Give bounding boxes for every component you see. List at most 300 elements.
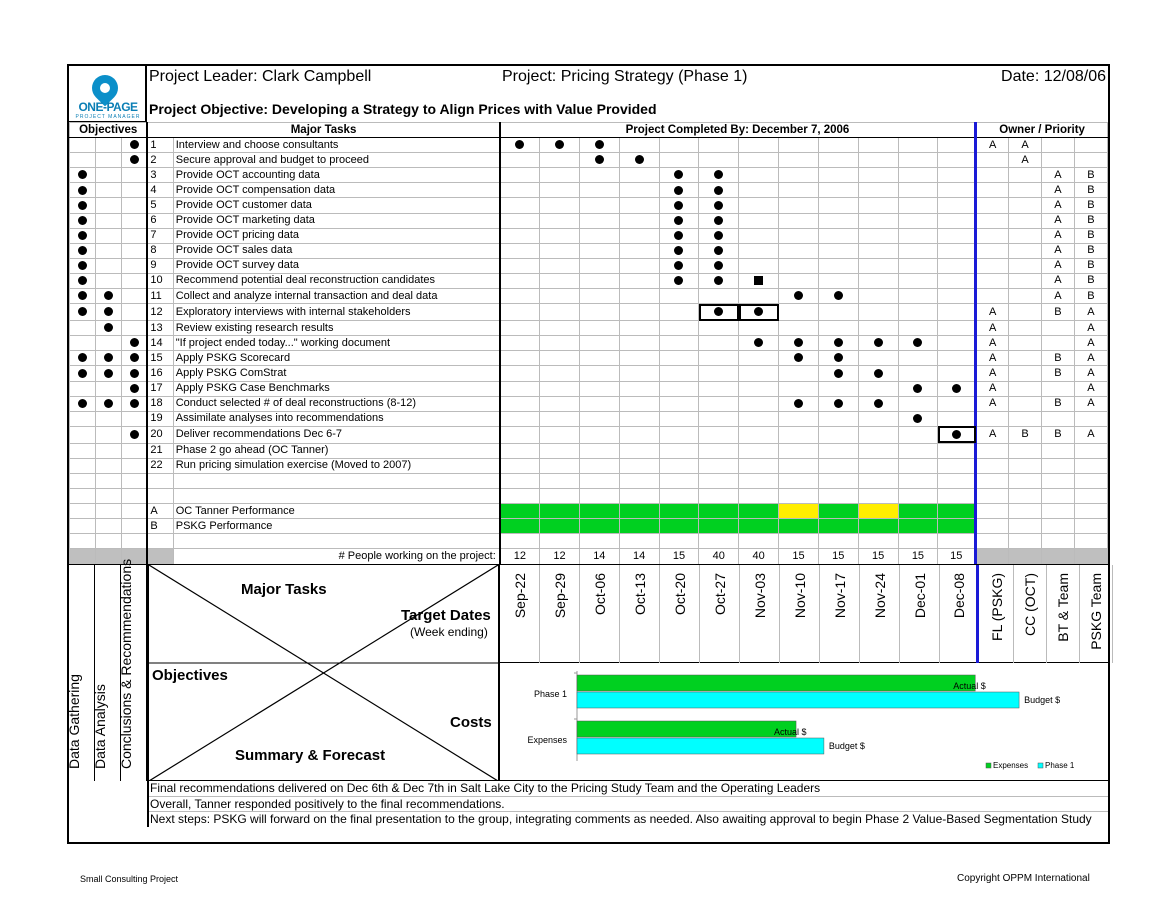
owner-priority-cell [976, 153, 1009, 168]
week-mark-cell [898, 366, 938, 381]
task-name: Apply PSKG Case Benchmarks [173, 381, 500, 396]
objective-mark-cell [70, 153, 96, 168]
week-mark-cell [779, 366, 819, 381]
bullet-dot-icon [834, 353, 843, 362]
week-mark-cell [858, 381, 898, 396]
week-mark-cell [619, 168, 659, 183]
week-mark-cell [779, 458, 819, 473]
objective-data-analysis: Data Analysis [95, 565, 121, 781]
performance-name: OC Tanner Performance [173, 504, 500, 519]
objective-mark-cell [70, 304, 96, 321]
performance-status-cell [659, 504, 699, 519]
chart-data-label: Budget $ [1024, 695, 1061, 705]
week-mark-cell [579, 183, 619, 198]
blank-cell [938, 473, 976, 488]
blank-cell [619, 534, 659, 549]
objective-mark-cell [121, 351, 147, 366]
task-row [70, 321, 1108, 336]
blank-cell [898, 534, 938, 549]
note-line: Overall, Tanner responded positively to the final recommendations. [149, 797, 1108, 813]
bullet-dot-icon [674, 276, 683, 285]
owner-priority-cell: B [1074, 258, 1107, 273]
week-mark-cell [779, 273, 819, 288]
week-mark-cell [779, 351, 819, 366]
week-mark-cell [779, 243, 819, 258]
bullet-dot-icon [78, 201, 87, 210]
target-date: Sep-22 [500, 565, 540, 663]
task-row [70, 458, 1108, 473]
week-mark-cell [898, 183, 938, 198]
blank-cell [121, 473, 147, 488]
week-mark-cell [659, 138, 699, 153]
week-mark-cell [938, 458, 976, 473]
owner-priority-cell: A [976, 138, 1009, 153]
performance-status-cell [818, 519, 858, 534]
blank-cell [779, 473, 819, 488]
week-mark-cell [938, 336, 976, 351]
task-number: 7 [147, 228, 173, 243]
week-mark-cell [739, 228, 779, 243]
week-mark-cell [739, 138, 779, 153]
task-number: 4 [147, 183, 173, 198]
owner-priority-cell: A [1074, 351, 1107, 366]
owner-priority-cell: A [1042, 168, 1075, 183]
bullet-dot-icon [595, 140, 604, 149]
owner-priority-cell [1042, 138, 1075, 153]
square-marker-icon [754, 276, 763, 285]
objective-mark-cell [95, 321, 121, 336]
week-mark-cell [699, 213, 739, 228]
week-mark-cell [699, 273, 739, 288]
label-major-tasks: Major Tasks [241, 581, 327, 598]
week-mark-cell [739, 321, 779, 336]
week-mark-cell [898, 243, 938, 258]
week-mark-cell [739, 258, 779, 273]
target-date: Oct-06 [580, 565, 620, 663]
costs-chart [500, 663, 1108, 781]
task-name: Provide OCT survey data [173, 258, 500, 273]
week-mark-cell [699, 289, 739, 304]
performance-name: PSKG Performance [173, 519, 500, 534]
objective-mark-cell [121, 289, 147, 304]
week-mark-cell [500, 426, 540, 443]
week-mark-cell [779, 213, 819, 228]
chart-data-label: Budget $ [828, 741, 865, 751]
week-mark-cell [938, 411, 976, 426]
week-mark-cell [540, 153, 580, 168]
bullet-dot-icon [130, 369, 139, 378]
week-mark-cell [540, 321, 580, 336]
objective-mark-cell [95, 411, 121, 426]
blank-cell [1074, 489, 1107, 504]
bullet-dot-icon [78, 276, 87, 285]
owner-priority-cell [1042, 443, 1075, 458]
week-mark-cell [739, 183, 779, 198]
week-mark-cell [659, 213, 699, 228]
week-mark-cell [898, 198, 938, 213]
week-mark-cell [579, 228, 619, 243]
week-mark-cell [938, 351, 976, 366]
owner-priority-cell: A [976, 336, 1009, 351]
target-date: Oct-13 [620, 565, 660, 663]
objective-mark-cell [95, 183, 121, 198]
week-mark-cell [938, 321, 976, 336]
owner-priority-cell: B [1074, 183, 1107, 198]
owner-priority-cell [1009, 198, 1042, 213]
owner-priority-cell: B [1074, 289, 1107, 304]
objective-mark-cell [95, 228, 121, 243]
week-mark-cell [540, 198, 580, 213]
week-mark-cell [938, 138, 976, 153]
performance-status-cell [500, 504, 540, 519]
task-number: 21 [147, 443, 173, 458]
owner-priority-cell: A [1074, 366, 1107, 381]
task-number: 14 [147, 336, 173, 351]
blank-cell [1009, 519, 1042, 534]
week-mark-cell [500, 243, 540, 258]
week-mark-cell [858, 366, 898, 381]
performance-status-cell [739, 504, 779, 519]
chart-legend-label: Expenses [993, 761, 1029, 770]
week-mark-cell [858, 304, 898, 321]
owner-priority-cell: A [976, 351, 1009, 366]
people-count: 15 [659, 549, 699, 564]
people-count: 14 [619, 549, 659, 564]
week-mark-cell [898, 351, 938, 366]
week-mark-cell [500, 443, 540, 458]
owner-priority-cell: A [1042, 183, 1075, 198]
project-objective: Project Objective: Developing a Strategy to Align Prices with Value Provided [149, 101, 657, 117]
week-mark-cell [938, 289, 976, 304]
chart-data-label: Actual $ [953, 681, 986, 691]
bottom-matrix [65, 558, 1108, 780]
task-number: 18 [147, 396, 173, 411]
owner-priority-cell: B [1042, 426, 1075, 443]
bullet-dot-icon [104, 307, 113, 316]
blank-cell [976, 549, 1009, 564]
week-mark-cell [898, 411, 938, 426]
blank-cell [579, 534, 619, 549]
week-mark-cell [699, 426, 739, 443]
week-mark-cell [699, 411, 739, 426]
blank-cell [70, 519, 96, 534]
blank-cell [818, 534, 858, 549]
performance-status-cell [500, 519, 540, 534]
week-mark-cell [858, 396, 898, 411]
week-mark-cell [898, 443, 938, 458]
week-mark-cell [579, 289, 619, 304]
week-mark-cell [938, 243, 976, 258]
week-mark-cell [500, 168, 540, 183]
task-number: 2 [147, 153, 173, 168]
owner-priority-cell: A [976, 304, 1009, 321]
bullet-dot-icon [78, 170, 87, 179]
week-mark-cell [500, 228, 540, 243]
objective-mark-cell [121, 228, 147, 243]
performance-status-cell [579, 519, 619, 534]
week-mark-cell [739, 198, 779, 213]
blank-cell [779, 534, 819, 549]
blank-cell [70, 489, 96, 504]
objective-mark-cell [70, 366, 96, 381]
bullet-dot-icon [714, 276, 723, 285]
week-mark-cell [898, 273, 938, 288]
owner-priority-cell [1042, 336, 1075, 351]
task-row [70, 198, 1108, 213]
week-mark-cell [619, 458, 659, 473]
week-mark-cell [619, 396, 659, 411]
bullet-dot-icon [130, 399, 139, 408]
week-mark-cell [579, 243, 619, 258]
task-number: 15 [147, 351, 173, 366]
week-mark-cell [540, 351, 580, 366]
objective-mark-cell [70, 213, 96, 228]
week-mark-cell [579, 168, 619, 183]
week-mark-cell [619, 213, 659, 228]
week-mark-cell [659, 153, 699, 168]
week-mark-cell [858, 183, 898, 198]
blank-cell [976, 489, 1009, 504]
blank-cell [70, 473, 96, 488]
week-mark-cell [579, 426, 619, 443]
owner-priority-cell: B [1074, 273, 1107, 288]
target-date: Sep-29 [540, 565, 580, 663]
performance-status-cell [779, 504, 819, 519]
week-mark-cell [779, 396, 819, 411]
blank-cell [121, 489, 147, 504]
week-mark-cell [898, 458, 938, 473]
owner-priority-cell: A [1042, 228, 1075, 243]
summary-notes [147, 780, 1108, 827]
week-mark-cell [858, 411, 898, 426]
bullet-dot-icon [104, 291, 113, 300]
week-mark-cell [938, 213, 976, 228]
blank-cell [1009, 534, 1042, 549]
task-name: Exploratory interviews with internal stakeholders [173, 304, 500, 321]
week-mark-cell [858, 273, 898, 288]
week-mark-cell [739, 243, 779, 258]
week-mark-cell [858, 213, 898, 228]
week-mark-cell [659, 273, 699, 288]
week-mark-cell [500, 213, 540, 228]
owner-priority-cell: A [1074, 321, 1107, 336]
performance-id: B [147, 519, 173, 534]
blank-cell [858, 489, 898, 504]
objective-mark-cell [95, 304, 121, 321]
chart-data-label: Actual $ [774, 727, 807, 737]
bullet-dot-icon [874, 338, 883, 347]
bullet-dot-icon [555, 140, 564, 149]
week-mark-cell [938, 273, 976, 288]
owner-priority-cell: A [976, 381, 1009, 396]
week-mark-cell [699, 183, 739, 198]
task-row [70, 153, 1108, 168]
task-row [70, 183, 1108, 198]
owner-name: PSKG Team [1080, 565, 1113, 663]
performance-status-cell [540, 519, 580, 534]
project-name: Project: Pricing Strategy (Phase 1) [502, 68, 748, 85]
owner-priority-cell [976, 168, 1009, 183]
bullet-dot-icon [78, 307, 87, 316]
week-mark-cell [739, 366, 779, 381]
bullet-dot-icon [130, 384, 139, 393]
blank-cell [70, 504, 96, 519]
owner-priority-cell [1074, 411, 1107, 426]
week-mark-cell [779, 183, 819, 198]
week-mark-cell [818, 168, 858, 183]
task-number: 19 [147, 411, 173, 426]
week-mark-cell [779, 304, 819, 321]
owner-priority-cell: A [976, 426, 1009, 443]
week-mark-cell [500, 411, 540, 426]
week-mark-cell [619, 243, 659, 258]
week-mark-cell [500, 273, 540, 288]
week-mark-cell [579, 351, 619, 366]
week-mark-cell [579, 304, 619, 321]
week-mark-cell [659, 289, 699, 304]
objective-mark-cell [95, 381, 121, 396]
week-mark-cell [699, 168, 739, 183]
owner-name: BT & Team [1047, 565, 1080, 663]
owner-priority-cell: A [1042, 243, 1075, 258]
performance-status-cell [699, 519, 739, 534]
owner-priority-cell: A [1074, 381, 1107, 396]
objective-mark-cell [121, 366, 147, 381]
week-mark-cell [579, 321, 619, 336]
week-mark-cell [659, 443, 699, 458]
blank-cell [818, 489, 858, 504]
objective-mark-cell [70, 289, 96, 304]
week-mark-cell [699, 396, 739, 411]
blank-cell [818, 473, 858, 488]
task-row [70, 366, 1108, 381]
owner-divider [976, 565, 979, 663]
objective-mark-cell [95, 366, 121, 381]
performance-status-cell [659, 519, 699, 534]
owner-priority-cell [1042, 153, 1075, 168]
blank-cell [70, 549, 96, 564]
owner-priority-cell [976, 213, 1009, 228]
blank-cell [500, 534, 540, 549]
week-mark-cell [540, 183, 580, 198]
blank-cell [95, 489, 121, 504]
week-mark-cell [540, 304, 580, 321]
week-mark-cell [779, 168, 819, 183]
owner-priority-cell [1009, 213, 1042, 228]
bullet-dot-icon [674, 186, 683, 195]
week-mark-cell [938, 198, 976, 213]
note-line: Final recommendations delivered on Dec 6th & Dec 7th in Salt Lake City to the Pricing Study Team and the Operating Leaders [149, 781, 1108, 797]
week-mark-cell [779, 426, 819, 443]
week-mark-cell [858, 351, 898, 366]
blank-cell [147, 534, 173, 549]
week-mark-cell [779, 198, 819, 213]
week-mark-cell [898, 258, 938, 273]
blank-cell [1009, 549, 1042, 564]
owner-priority-cell: B [1074, 168, 1107, 183]
objective-mark-cell [70, 336, 96, 351]
objective-mark-cell [121, 168, 147, 183]
week-mark-cell [818, 426, 858, 443]
week-mark-cell [659, 198, 699, 213]
bullet-dot-icon [714, 201, 723, 210]
week-mark-cell [858, 443, 898, 458]
week-mark-cell [858, 243, 898, 258]
task-number: 13 [147, 321, 173, 336]
objective-data-gathering: Data Gathering [69, 565, 95, 781]
bullet-dot-icon [674, 261, 683, 270]
task-name: Apply PSKG ComStrat [173, 366, 500, 381]
task-name: Provide OCT compensation data [173, 183, 500, 198]
performance-status-cell [779, 519, 819, 534]
objective-mark-cell [95, 289, 121, 304]
bullet-dot-icon [874, 369, 883, 378]
owner-priority-cell: A [976, 321, 1009, 336]
bullet-dot-icon [78, 216, 87, 225]
objective-mark-cell [70, 183, 96, 198]
blank-cell [739, 534, 779, 549]
chart-bar [577, 675, 975, 691]
week-mark-cell [500, 396, 540, 411]
week-mark-cell [579, 198, 619, 213]
week-mark-cell [579, 396, 619, 411]
blank-cell [699, 489, 739, 504]
objective-mark-cell [70, 321, 96, 336]
task-name: Review existing research results [173, 321, 500, 336]
week-mark-cell [739, 396, 779, 411]
objective-mark-cell [95, 273, 121, 288]
week-mark-cell [898, 336, 938, 351]
objective-mark-cell [121, 381, 147, 396]
objective-mark-cell [121, 426, 147, 443]
objective-mark-cell [121, 411, 147, 426]
bullet-dot-icon [104, 369, 113, 378]
week-mark-cell [619, 258, 659, 273]
performance-id: A [147, 504, 173, 519]
week-mark-cell [540, 443, 580, 458]
objective-mark-cell [121, 443, 147, 458]
blank-cell [579, 489, 619, 504]
owner-priority-cell: B [1042, 396, 1075, 411]
bullet-dot-icon [104, 353, 113, 362]
bullet-dot-icon [714, 186, 723, 195]
objective-mark-cell [95, 168, 121, 183]
owner-priority-cell [1009, 366, 1042, 381]
task-row [70, 243, 1108, 258]
performance-status-cell [858, 519, 898, 534]
week-mark-cell [659, 304, 699, 321]
bullet-dot-icon [595, 155, 604, 164]
blank-cell [659, 473, 699, 488]
week-mark-cell [619, 273, 659, 288]
objective-mark-cell [70, 443, 96, 458]
bullet-dot-icon [952, 430, 961, 439]
owner-priority-cell: A [1074, 426, 1107, 443]
task-number: 6 [147, 213, 173, 228]
performance-status-cell [898, 504, 938, 519]
owner-priority-cell [976, 198, 1009, 213]
bullet-dot-icon [834, 291, 843, 300]
week-mark-cell [938, 381, 976, 396]
owner-priority-cell: B [1074, 198, 1107, 213]
chart-legend-label: Phase 1 [1045, 761, 1075, 770]
week-mark-cell [898, 289, 938, 304]
bullet-dot-icon [78, 399, 87, 408]
week-mark-cell [619, 336, 659, 351]
task-number: 22 [147, 458, 173, 473]
week-mark-cell [540, 273, 580, 288]
performance-status-cell [818, 504, 858, 519]
